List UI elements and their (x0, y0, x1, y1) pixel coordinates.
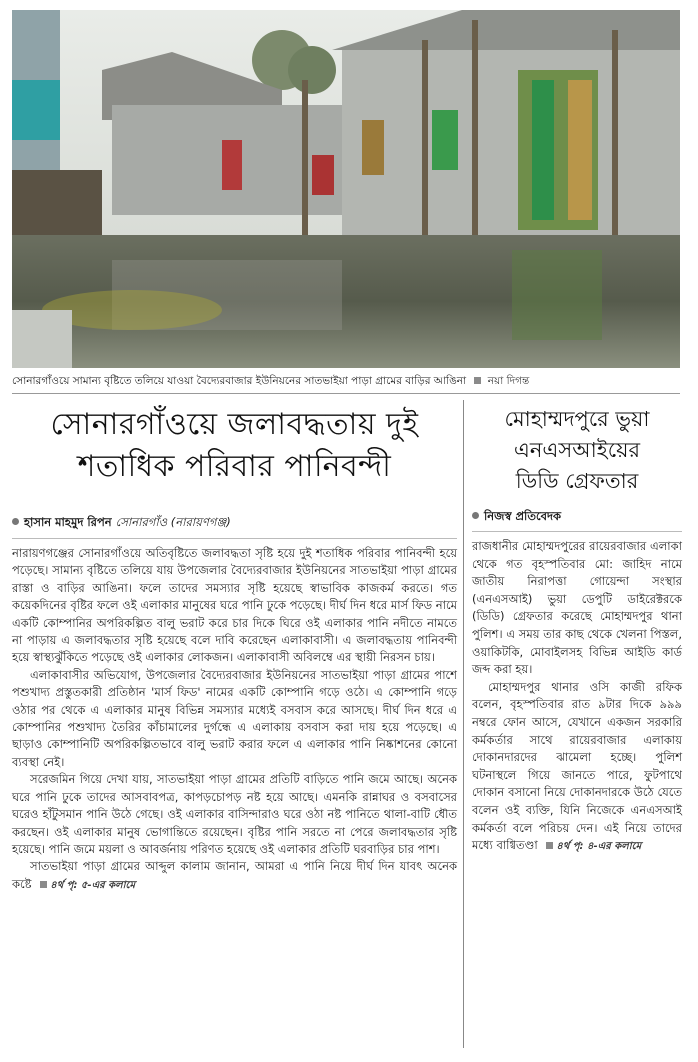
main-continuation (35, 880, 135, 891)
caption-text: সোনারগাঁওয়ে সামান্য বৃষ্টিতে তলিয়ে যাওয়া বৈদ্যেরবাজার ইউনিয়নের সাতভাইয়া পাড়া গ্রামের বাড়ির আঙিনা (12, 375, 467, 387)
side-paragraph-2-text: মোহাম্মদপুর থানার ওসি কাজী রফিক বলেন, বৃহস্পতিবার রাত ৯টার দিকে ৯৯৯ নম্বরে ফোন আসে, যেখানে একজন সরকারি কর্মকর্তার সাথে রায়েরবাজার এলাকায় দোকানদারদের ঝামেলা হচ্ছে। পুলিশ ঘটনাস্থলে গিয়ে জানতে পারে, ফুটপাথে দোকান বসানো নিয়ে দোকানদারকে উঠে যেতে বলেন ওই ব্যক্তি, যিনি নিজেকে এনএসআই কর্মকর্তা বলে পরিচয় দেন। এই নিয়ে তাদের মধ্যে বাগ্বিতণ্ডা (472, 679, 682, 853)
side-continuation (541, 841, 641, 852)
square-bullet-icon (474, 377, 481, 384)
main-article (12, 404, 457, 894)
square-bullet-icon (40, 881, 47, 888)
square-bullet-icon (546, 842, 553, 849)
main-paragraph-4 (12, 858, 457, 894)
main-headline-line1: সোনারগাঁওয়ে জলাবদ্ধতায় দুই (50, 407, 419, 442)
side-byline-text: নিজস্ব প্রতিবেদক (484, 509, 562, 523)
side-headline-line1: মোহাম্মদপুরে ভুয়া (504, 407, 650, 431)
main-byline (12, 514, 457, 532)
side-headline (472, 404, 682, 499)
side-byline-divider (472, 531, 682, 532)
main-paragraph-1: নারায়ণগঞ্জের সোনারগাঁওয়ে অতিবৃষ্টিতে জলাবদ্ধতা সৃষ্টি হয়ে দুই শতাধিক পরিবার পানিবন্দী হয়ে পড়েছে। সামান্য বৃষ্টিতে তলিয়ে যায় উপজেলার বৈদ্যেরবাজার ইউনিয়নের সাতভাইয়া পাড়া গ্রামের রাস্তা ও বাড়ির আঙিনা। ফলে তাদের সমস্যার সৃষ্টি হয়েছে স্বাভাবিক কাজকর্ম করতে। গত কয়েকদিনের বৃষ্টির ফলে ওই এলাকার মানুষের ঘরে পানি ঢুকে পড়েছে। দীর্ঘ দিন ধরে মার্স ফিড নামে একটি কোম্পানির অপরিকল্পিত বালু ভরাট করে চার দিকে ঘিরে ওই এলাকার পানি নদীতে নামতে না পাড়ায় এ জলাবদ্ধতার সৃষ্টি হয়েছে বলে দাবি করেছেন এলাকাবাসী। এ জলাবদ্ধতায় পানিবন্দী হয়ে স্বাস্থ্যঝুঁকিতে পড়েছে ওই এলাকার লোকজন। এলাকাবাসী অবিলম্বে এর স্থায়ী নিরসন চায়। (12, 546, 457, 665)
main-paragraph-3: সরেজমিন গিয়ে দেখা যায়, সাতভাইয়া পাড়া গ্রামের প্রতিটি বাড়িতে পানি জমে আছে। অনেক ঘরে পানি ঢুকে তাদের আসবাবপত্র, কাপড়চোপড় নষ্ট হয়ে আছে। এমনকি রান্নাঘর ও বসবাসের ঘরেও হাঁটুসমান পানি উঠে গেছে। ওই এলাকার বাসিন্দারাও ঘরে ওঠা নষ্ট পানিতে থালা-বাটি ধৌত করছেন। ওই এলাকার মানুষ ভোগান্তিতে রয়েছেন। বৃষ্টির পানি সরতে না পেরে জলাবদ্ধতার সৃষ্টি হয়েছে। পানি জমে ময়লা ও আবর্জনায় পরিণত হয়েছে ওই এলাকার প্রতিটি ঘরবাড়ির চার পাশ। (12, 772, 457, 856)
side-headline-line2: এনএসআইয়ের (513, 438, 641, 462)
side-article (472, 404, 682, 856)
main-article-body (12, 545, 457, 894)
photo-credit: নয়া দিগন্ত (487, 375, 530, 387)
side-paragraph-1: রাজধানীর মোহাম্মদপুরের রায়েরবাজার এলাকা থেকে গত বৃহস্পতিবার মো: জাহিদ নামে জাতীয় নিরাপত্তা গোয়েন্দা সংস্থার (এনএসআই) ভুয়া ডেপুটি ডাইরেক্টরকে (ডিডি) গ্রেফতার করেছে মোহাম্মদপুর থানা পুলিশ। এ সময় তার কাছ থেকে খেলনা পিস্তল, ওয়াকিটকি, মোবাইলসহ বিভিন্ন আইডি কার্ড জব্দ করা হয়। (472, 539, 682, 677)
main-continuation-text: ৪র্থ পৃ: ৫-এর কলামে (50, 879, 136, 891)
byline-location: সোনারগাঁও (নারায়ণগঞ্জ) (115, 515, 231, 529)
main-paragraph-2: এলাকাবাসীর অভিযোগ, উপজেলার বৈদ্যেরবাজার ইউনিয়নের সাতভাইয়া পাড়া গ্রামের পাশে পশুখাদ্য প্রস্তুতকারী প্রতিষ্ঠান 'মার্স ফিড' নামের একটি কোম্পানি গড়ে ওঠে। এ কোম্পানি গড়ে ওঠার পর থেকে এ এলাকার মানুষ বিভিন্ন সমস্যার মধ্যেই বসবাস করে আসছে। দীর্ঘ দিন ধরে এ কোম্পানির পশুখাদ্য তৈরির কাঁচামালের দুর্গন্ধে এ এলাকায় বসবাস করা দায় হয়ে পড়েছে। এ ছাড়াও কোম্পানিটি অপরিকল্পিতভাবে বালু ভরাট করার ফলে এ এলাকার পানি নিষ্কাশনের কোনো ব্যবস্থা নেই। (12, 667, 457, 769)
main-headline-line2: শতাধিক পরিবার পানিবন্দী (77, 449, 392, 484)
news-photo (12, 10, 680, 368)
main-headline (12, 404, 457, 494)
flooded-village-image (12, 10, 680, 368)
bullet-icon (472, 512, 479, 519)
side-continuation-text: ৪র্থ পৃ: ৪-এর কলামে (556, 841, 642, 853)
photo-caption (12, 372, 680, 390)
byline-name: হাসান মাহমুদ রিপন (24, 515, 112, 529)
column-divider (463, 400, 464, 1048)
side-article-body (472, 538, 682, 856)
side-byline (472, 508, 682, 526)
side-paragraph-2 (472, 679, 682, 856)
side-headline-line3: ডিডি গ্রেফতার (515, 469, 639, 493)
caption-divider (12, 393, 680, 394)
bullet-icon (12, 518, 19, 525)
byline-divider (12, 538, 457, 539)
main-paragraph-4-text: সাতভাইয়া পাড়া গ্রামের আব্দুল কালাম জানান, আমরা এ পানি নিয়ে দীর্ঘ দিন যাবৎ অনেক কষ্টে (12, 859, 457, 891)
